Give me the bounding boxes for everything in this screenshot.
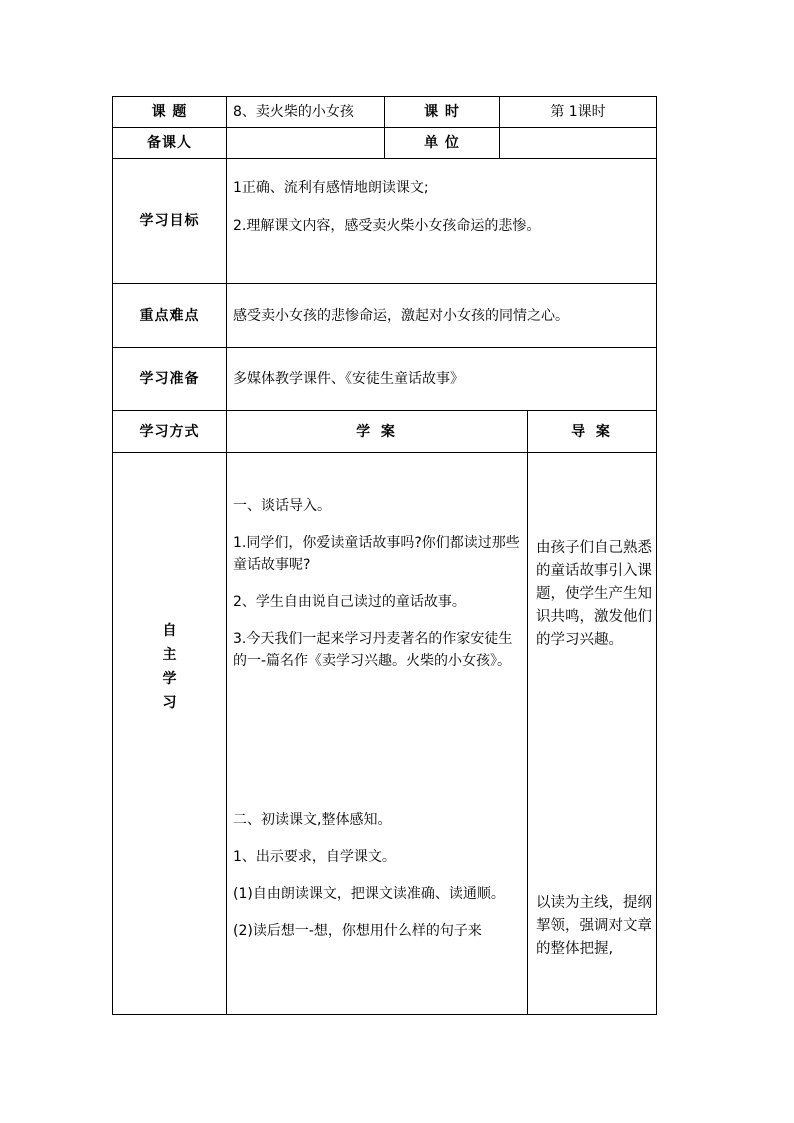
- guide-column-header: 导 案: [528, 411, 657, 453]
- self-study-char-1: 自: [162, 623, 177, 639]
- guide-content: [528, 453, 657, 1015]
- topic-row: [113, 97, 657, 128]
- lesson-plan-table: [112, 96, 657, 1015]
- goals-row: [113, 159, 657, 284]
- learn-para-5: 二、初读课文,整体感知。: [233, 812, 392, 828]
- self-study-char-4: 习: [162, 695, 177, 711]
- learn-para-4: 3.今天我们一起来学习丹麦著名的作家安徒生的一-篇名作《卖学习兴趣。火柴的小女孩》。: [233, 631, 513, 669]
- self-study-label: [113, 453, 227, 1015]
- goal-item-1: 1正确、流利有感情地朗读课文;: [233, 180, 429, 196]
- guide-note-1: 由孩子们自己熟悉的童话故事引入课题，使学生产生知识共鸣，激发他们的学习兴趣。: [536, 540, 652, 648]
- method-row: [113, 411, 657, 453]
- learn-content: [227, 453, 528, 1015]
- topic-label: 课 题: [113, 97, 227, 128]
- learn-para-8: (2)读后想一-想，你想用什么样的句子来: [233, 923, 482, 939]
- preparer-row: [113, 128, 657, 159]
- learn-para-2: 1.同学们，你爱读童话故事吗?你们都读过那些童话故事呢?: [233, 535, 520, 573]
- method-label: 学习方式: [113, 411, 227, 453]
- preparer-value: [227, 128, 385, 159]
- learn-para-3: 2、学生自由说自己读过的童话故事。: [233, 594, 466, 610]
- learn-para-6: 1、出示要求，自学课文。: [233, 849, 396, 865]
- self-study-row: [113, 453, 657, 1015]
- self-study-char-2: 主: [162, 647, 177, 663]
- learn-column-header: 学 案: [227, 411, 528, 453]
- goals-content: [227, 159, 657, 284]
- keypoints-row: [113, 284, 657, 348]
- keypoints-text: 感受卖小女孩的悲惨命运，激起对小女孩的同情之心。: [227, 284, 657, 348]
- unit-value: [500, 128, 657, 159]
- keypoints-label: 重点难点: [113, 284, 227, 348]
- guide-note-2: 以读为主线，提纲挈领，强调对文章的整体把握,: [536, 895, 652, 957]
- prep-label: 学习准备: [113, 348, 227, 411]
- learn-spacer: [233, 687, 521, 809]
- period-value: 第 1课时: [500, 97, 657, 128]
- learn-para-1: 一、谈话导入。: [233, 498, 331, 514]
- period-label: 课 时: [385, 97, 500, 128]
- preparer-label: 备课人: [113, 128, 227, 159]
- prep-text: 多媒体教学课件、《安徒生童话故事》: [227, 348, 657, 411]
- goals-label: 学习目标: [113, 159, 227, 284]
- unit-label: 单 位: [385, 128, 500, 159]
- self-study-char-3: 学: [162, 671, 177, 687]
- learn-para-7: (1)自由朗读课文，把课文读准确、读通顺。: [233, 886, 505, 902]
- topic-value: 8、卖火柴的小女孩: [227, 97, 385, 128]
- prep-row: [113, 348, 657, 411]
- goal-item-2: 2.理解课文内容，感受卖火柴小女孩命运的悲惨。: [233, 218, 541, 234]
